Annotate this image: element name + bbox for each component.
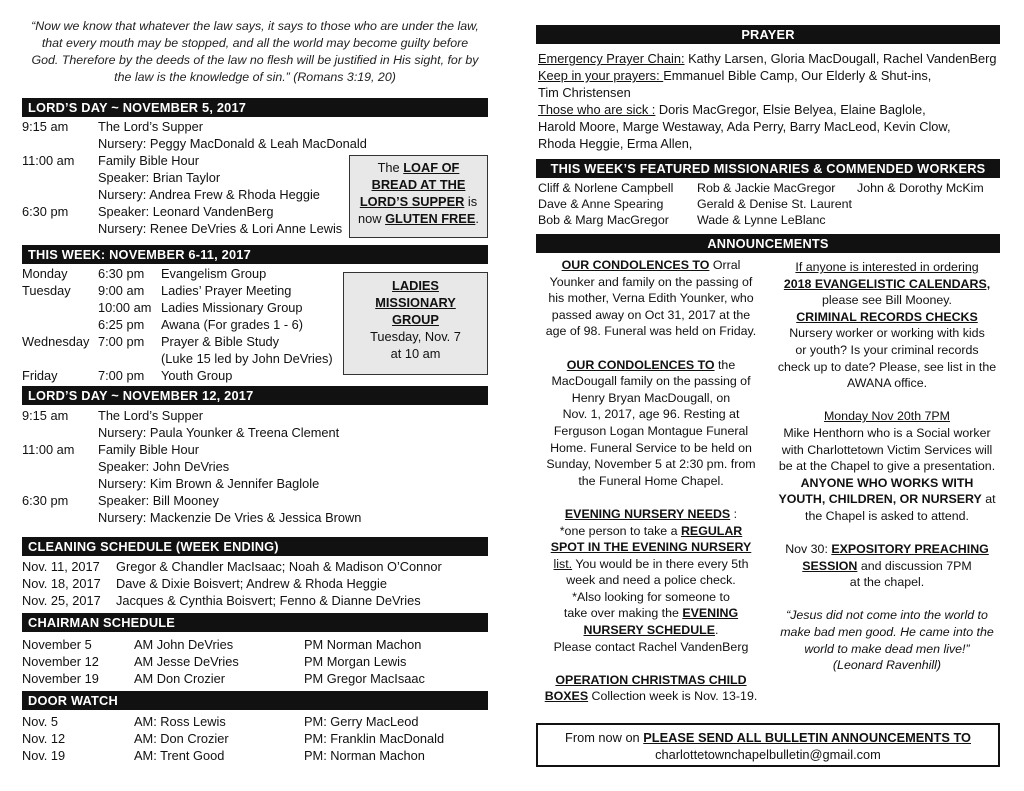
announcements-column-right	[772, 259, 1002, 674]
missionary-name: Bob & Marg MacGregor	[538, 213, 669, 227]
sick-text: Doris MacGregor, Elsie Belyea, Elaine Baglole,	[655, 102, 926, 117]
schedule-time: 6:30 pm	[22, 493, 69, 508]
prayer-chain-label: Emergency Prayer Chain:	[538, 51, 685, 66]
ann-text: list.	[553, 556, 573, 571]
cleaning-families: Dave & Dixie Boisvert; Andrew & Rhoda Heggie	[116, 576, 388, 591]
missionary-name: Wade & Lynne LeBlanc	[697, 213, 826, 227]
schedule-item: Nursery: Andrea Frew & Rhoda Heggie	[98, 187, 320, 202]
schedule-item: Nursery: Peggy MacDonald & Leah MacDonald	[98, 136, 367, 151]
keep-in-prayers-label: Keep in your prayers:	[538, 68, 664, 83]
schedule-time: 11:00 am	[22, 442, 75, 457]
box-text: is	[464, 194, 478, 209]
quote-line: that every mouth may be stopped, and all the world may become guilty before	[41, 36, 469, 50]
box-text: The	[377, 160, 404, 175]
section-header-chairman: CHAIRMAN SCHEDULE	[22, 613, 488, 632]
condolences-title: OUR CONDOLENCES TO	[561, 258, 710, 272]
ann-text: his mother, Verna Edith Younker, who	[548, 291, 754, 306]
schedule-item: Prayer & Bible Study	[161, 334, 280, 349]
section-header-lords-day-nov12: LORD’S DAY ~ NOVEMBER 12, 2017	[22, 386, 488, 405]
box-text: now	[358, 211, 386, 226]
schedule-date: Nov. 19	[22, 748, 66, 763]
send-text: From now on	[565, 730, 644, 745]
schedule-time: 7:00 pm	[98, 368, 145, 383]
ann-text: MacDougall family on the passing of	[551, 374, 751, 389]
ann-text: at	[981, 492, 996, 507]
ann-text: the Chapel is asked to attend.	[805, 508, 969, 523]
cleaning-date: Nov. 25, 2017	[22, 593, 101, 608]
keep-in-prayers-line: Tim Christensen	[538, 85, 631, 100]
expository-title: EXPOSITORY PREACHING	[831, 542, 989, 557]
section-header-this-week: THIS WEEK: NOVEMBER 6-11, 2017	[22, 245, 488, 264]
missionary-name: Rob & Jackie MacGregor	[697, 181, 836, 195]
presentation-title: Monday Nov 20th 7PM	[823, 409, 951, 424]
am-assignment: AM Don Crozier	[134, 671, 226, 686]
box-text-bold: BREAD AT THE	[371, 177, 466, 192]
condolences-title: OUR CONDOLENCES TO	[566, 357, 715, 372]
cleaning-date: Nov. 18, 2017	[22, 576, 101, 591]
schedule-time: 11:00 am	[22, 153, 75, 168]
schedule-item: Nursery: Paula Younker & Treena Clement	[98, 425, 340, 440]
ann-text: You would be in there every 5th	[572, 556, 749, 571]
ann-text-bold: ANYONE WHO WORKS WITH	[800, 475, 974, 490]
pm-assignment: PM Morgan Lewis	[304, 654, 407, 669]
ann-text: Home. Funeral Service to be held on	[550, 440, 752, 455]
box-text-bold: GLUTEN FREE	[385, 211, 476, 226]
box-text: at 10 am	[390, 346, 441, 361]
schedule-item: Nursery: Renee DeVries & Lori Anne Lewis	[98, 221, 343, 236]
schedule-date: November 19	[22, 671, 99, 686]
sick-line	[538, 101, 926, 118]
schedule-date: Nov. 12	[22, 731, 66, 746]
schedule-item: Evangelism Group	[161, 266, 267, 281]
ann-text: Nov 30:	[785, 542, 832, 557]
schedule-item: The Lord’s Supper	[98, 408, 204, 423]
box-text: .	[475, 211, 479, 226]
ravenhill-quote: (Leonard Ravenhill)	[832, 658, 942, 673]
section-header-announcements: ANNOUNCEMENTS	[536, 234, 1000, 253]
bulletin-email-link[interactable]: charlottetownchapelbulletin@gmail.com	[655, 747, 881, 762]
ann-text: Younker and family on the passing of	[549, 274, 753, 289]
schedule-item: Family Bible Hour	[98, 153, 199, 168]
christmas-child-title: OPERATION CHRISTMAS CHILD	[555, 672, 747, 687]
schedule-time: 6:30 pm	[22, 204, 69, 219]
box-text-bold: LADIES	[392, 278, 439, 293]
sick-line: Rhoda Heggie, Erma Allen,	[538, 136, 693, 151]
ann-text-bold: NURSERY SCHEDULE	[583, 623, 716, 638]
scripture-quote	[22, 18, 488, 86]
schedule-time: 9:00 am	[98, 283, 145, 298]
am-assignment: AM John DeVries	[134, 637, 234, 652]
ann-text: Sunday, November 5 at 2:30 pm. from	[546, 457, 756, 472]
ann-text: *Also looking for someone to	[572, 589, 730, 604]
ann-text: If anyone is interested in ordering	[795, 260, 979, 274]
schedule-time: 9:15 am	[22, 408, 69, 423]
am-assignment: AM: Trent Good	[134, 748, 225, 763]
ann-text: take over making the	[563, 606, 683, 621]
schedule-time: 10:00 am	[98, 300, 152, 315]
ann-text: Collection week is Nov. 13-19.	[588, 689, 758, 704]
pm-assignment: PM: Franklin MacDonald	[304, 731, 445, 746]
send-announcements-box	[536, 723, 1000, 767]
section-header-door-watch: DOOR WATCH	[22, 691, 488, 710]
schedule-day: Tuesday	[22, 283, 71, 298]
ann-text: check up to date? Please, see list in the	[777, 359, 997, 374]
ann-text-bold: SPOT IN THE EVENING NURSERY	[550, 540, 752, 555]
section-header-cleaning: CLEANING SCHEDULE (WEEK ENDING)	[22, 537, 488, 556]
ann-text: the	[714, 357, 736, 372]
quote-line: the law is the knowledge of sin.” (Romans 3:19, 20)	[114, 70, 396, 84]
ann-text: .	[715, 623, 719, 638]
ann-text: age of 98. Funeral was held on Friday.	[545, 324, 757, 339]
ann-text: Mike Henthorn who is a Social worker	[783, 425, 991, 440]
pm-assignment: PM Gregor MacIsaac	[304, 671, 425, 686]
schedule-item: (Luke 15 led by John DeVries)	[161, 351, 333, 366]
am-assignment: AM: Ross Lewis	[134, 714, 226, 729]
ravenhill-quote: world to make dead men live!”	[804, 641, 970, 656]
ann-text: with Charlottetown Victim Services will	[781, 442, 993, 457]
ravenhill-quote: make bad men good. He came into the	[780, 625, 994, 640]
ann-text-bold: YOUTH, CHILDREN, OR NURSERY	[778, 492, 982, 507]
missionary-name: Cliff & Norlene Campbell	[538, 181, 674, 195]
box-text-bold: LOAF OF	[403, 160, 460, 175]
criminal-records-title: CRIMINAL RECORDS CHECKS	[796, 309, 978, 324]
sick-label: Those who are sick :	[538, 102, 656, 117]
schedule-item: Speaker: Bill Mooney	[98, 493, 219, 508]
schedule-day: Monday	[22, 266, 68, 281]
pm-assignment: PM Norman Machon	[304, 637, 422, 652]
ann-text: Nov. 1, 2017, age 96. Resting at	[562, 407, 740, 422]
schedule-item: Nursery: Kim Brown & Jennifer Baglole	[98, 476, 320, 491]
ann-text-bold: EVENING	[682, 606, 739, 621]
schedule-item: Speaker: Leonard VandenBerg	[98, 204, 274, 219]
calendars-title: 2018 EVANGELISTIC CALENDARS,	[783, 276, 991, 291]
ann-text: Nursery worker or working with kids	[789, 326, 985, 341]
schedule-day: Wednesday	[22, 334, 90, 349]
ann-text-bold: SESSION	[802, 558, 858, 573]
announcements-column-left	[533, 257, 769, 705]
pm-assignment: PM: Gerry MacLeod	[304, 714, 419, 729]
schedule-day: Friday	[22, 368, 58, 383]
schedule-item: Ladies’ Prayer Meeting	[161, 283, 292, 298]
prayer-chain-text: Kathy Larsen, Gloria MacDougall, Rachel VandenBerg	[684, 51, 997, 66]
schedule-time: 6:25 pm	[98, 317, 145, 332]
prayer-chain-line	[538, 50, 997, 67]
ann-text: week and need a police check.	[566, 573, 736, 588]
gluten-free-notice-box	[349, 155, 488, 238]
schedule-item: Speaker: John DeVries	[98, 459, 230, 474]
ann-text: and discussion 7PM	[857, 558, 972, 573]
quote-line: “Now we know that whatever the law says, it says to those who are under the law,	[31, 19, 479, 33]
quote-line: God. Therefore by the deeds of the law no flesh will be justified in His sight, for by	[31, 53, 479, 67]
box-text: Tuesday, Nov. 7	[370, 329, 461, 344]
schedule-item: Family Bible Hour	[98, 442, 199, 457]
schedule-date: November 12	[22, 654, 99, 669]
ann-text: AWANA office.	[846, 376, 928, 391]
missionary-name: John & Dorothy McKim	[857, 181, 984, 195]
missionary-name: Dave & Anne Spearing	[538, 197, 664, 211]
schedule-time: 9:15 am	[22, 119, 69, 134]
missionary-name: Gerald & Denise St. Laurent	[697, 197, 852, 211]
cleaning-families: Jacques & Cynthia Boisvert; Fenno & Dianne DeVries	[116, 593, 421, 608]
ann-text-bold: BOXES	[544, 689, 589, 704]
schedule-time: 6:30 pm	[98, 266, 145, 281]
schedule-item: Speaker: Brian Taylor	[98, 170, 221, 185]
send-text-bold: PLEASE SEND ALL BULLETIN ANNOUNCEMENTS TO	[643, 730, 971, 745]
schedule-date: November 5	[22, 637, 92, 652]
cleaning-date: Nov. 11, 2017	[22, 559, 100, 574]
ann-text: be at the Chapel to give a presentation.	[778, 459, 996, 474]
section-header-prayer: PRAYER	[536, 25, 1000, 44]
ravenhill-quote: “Jesus did not come into the world to	[786, 608, 988, 623]
box-text-bold: LORD’S SUPPER	[359, 194, 465, 209]
schedule-item: Nursery: Mackenzie De Vries & Jessica Brown	[98, 510, 362, 525]
am-assignment: AM: Don Crozier	[134, 731, 229, 746]
pm-assignment: PM: Norman Machon	[304, 748, 425, 763]
box-text-bold: MISSIONARY	[375, 295, 456, 310]
nursery-needs-title: EVENING NURSERY NEEDS	[564, 506, 731, 521]
schedule-date: Nov. 5	[22, 714, 59, 729]
box-text-bold: GROUP	[392, 312, 439, 327]
ladies-missionary-box	[343, 272, 488, 375]
keep-in-prayers-line	[538, 67, 931, 84]
ann-text: passed away on Oct 31, 2017 at the	[551, 307, 751, 322]
ann-text: *one person to take a	[559, 523, 681, 538]
section-header-lords-day-nov5: LORD’S DAY ~ NOVEMBER 5, 2017	[22, 98, 488, 117]
schedule-item: Youth Group	[161, 368, 233, 383]
ann-text: the Funeral Home Chapel.	[578, 473, 724, 488]
ann-text: please see Bill Mooney.	[822, 293, 952, 308]
keep-in-prayers-text: Emmanuel Bible Camp, Our Elderly & Shut-ins,	[663, 68, 932, 83]
ann-text: :	[730, 506, 738, 521]
section-header-missionaries: THIS WEEK’S FEATURED MISSIONARIES & COMMENDED WORKERS	[536, 159, 1000, 178]
schedule-item: The Lord’s Supper	[98, 119, 204, 134]
cleaning-families: Gregor & Chandler MacIsaac; Noah & Madison O’Connor	[116, 559, 442, 574]
schedule-item: Awana (For grades 1 - 6)	[161, 317, 304, 332]
ann-text: Please contact Rachel VandenBerg	[553, 639, 749, 654]
ann-text: Henry Bryan MacDougall, on	[571, 390, 731, 405]
ann-text: or youth? Is your criminal records	[795, 342, 979, 357]
ann-text: Ferguson Logan Montague Funeral	[553, 423, 749, 438]
ann-text: Orral	[709, 258, 741, 272]
am-assignment: AM Jesse DeVries	[134, 654, 239, 669]
schedule-item: Ladies Missionary Group	[161, 300, 303, 315]
sick-line: Harold Moore, Marge Westaway, Ada Perry, Barry MacLeod, Kevin Clow,	[538, 119, 951, 134]
ann-text: at the chapel.	[849, 575, 925, 590]
schedule-time: 7:00 pm	[98, 334, 145, 349]
ann-text-bold: REGULAR	[680, 523, 743, 538]
